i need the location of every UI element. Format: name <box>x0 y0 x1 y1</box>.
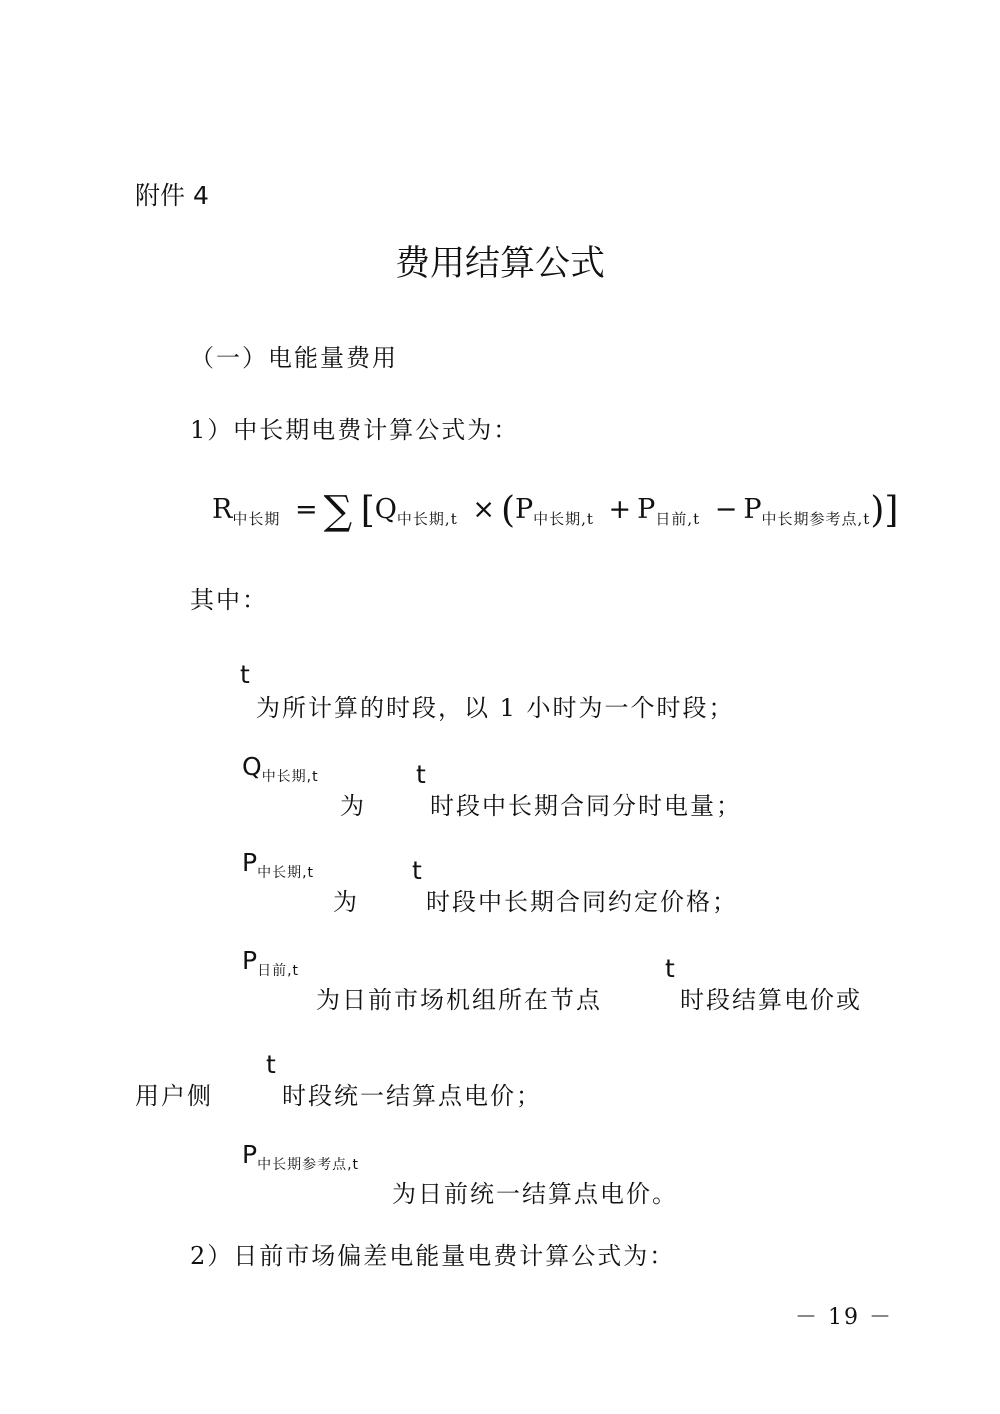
formula-p1-sub: 中长期,t <box>533 510 594 528</box>
def-pday-symbol: $P_{日前,t}$ <box>242 946 300 979</box>
formula-p2: P <box>637 494 656 525</box>
formula-times: × <box>472 494 495 525</box>
def-q-symbol: $Q_{中长期,t}$ <box>242 752 319 785</box>
formula-plus: + <box>608 494 632 525</box>
long-term-formula <box>212 488 898 534</box>
formula-p2-sub: 日前,t <box>655 510 701 528</box>
page-title: 费用结算公式 <box>394 244 605 284</box>
page-number: － 19 － <box>795 1305 893 1330</box>
def-pmid-wei: 为 <box>333 888 359 916</box>
def-pday-text1: 为日前市场机组所在节点 <box>316 986 602 1014</box>
item2-heading: 2）日前市场偏差电能量电费计算公式为： <box>190 1242 676 1270</box>
def-q-t: t <box>416 760 426 789</box>
formula-r-sub: 中长期 <box>232 510 281 528</box>
def-pref-symbol: $P_{中长期参考点,t}$ <box>242 1140 360 1173</box>
where-label: 其中： <box>190 586 268 614</box>
formula-lbr: [ <box>360 490 375 531</box>
formula-lpar: ( <box>500 490 515 531</box>
def-pmid-text: 时段中长期合同约定价格； <box>426 888 738 916</box>
attachment-label: 附件 4 <box>135 181 209 210</box>
def-q-text: 时段中长期合同分时电量； <box>430 792 742 820</box>
formula-rpar: ) <box>870 490 885 531</box>
formula-p3: P <box>743 494 762 525</box>
def-pmid-t: t <box>412 856 422 885</box>
item1-heading: 1）中长期电费计算公式为： <box>190 416 520 444</box>
def-user-t: t <box>266 1050 276 1079</box>
def-t-symbol: t <box>240 660 250 689</box>
formula-p3-sub: 中长期参考点,t <box>761 510 871 528</box>
formula-p1: P <box>514 494 534 525</box>
def-user-text2: 时段统一结算点电价； <box>282 1082 542 1110</box>
def-pday-t: t <box>665 954 675 983</box>
formula-minus: − <box>714 494 738 525</box>
formula-r: R <box>212 494 233 525</box>
formula-q-sub: 中长期,t <box>396 510 458 528</box>
def-t-text: 为所计算的时段，以 1 小时为一个时段； <box>256 694 735 722</box>
section-heading: （一）电能量费用 <box>190 344 398 372</box>
def-pday-text2: 时段结算电价或 <box>680 986 862 1014</box>
formula-sum: ∑ <box>323 488 353 534</box>
formula-q: Q <box>374 494 397 525</box>
def-q-wei: 为 <box>340 792 366 820</box>
def-pmid-symbol: $P_{中长期,t}$ <box>242 848 315 881</box>
def-user-text1: 用户侧 <box>135 1082 213 1110</box>
def-pref-text: 为日前统一结算点电价。 <box>392 1180 678 1208</box>
formula-rbr: ] <box>884 490 899 531</box>
formula-eq: = <box>294 494 318 525</box>
